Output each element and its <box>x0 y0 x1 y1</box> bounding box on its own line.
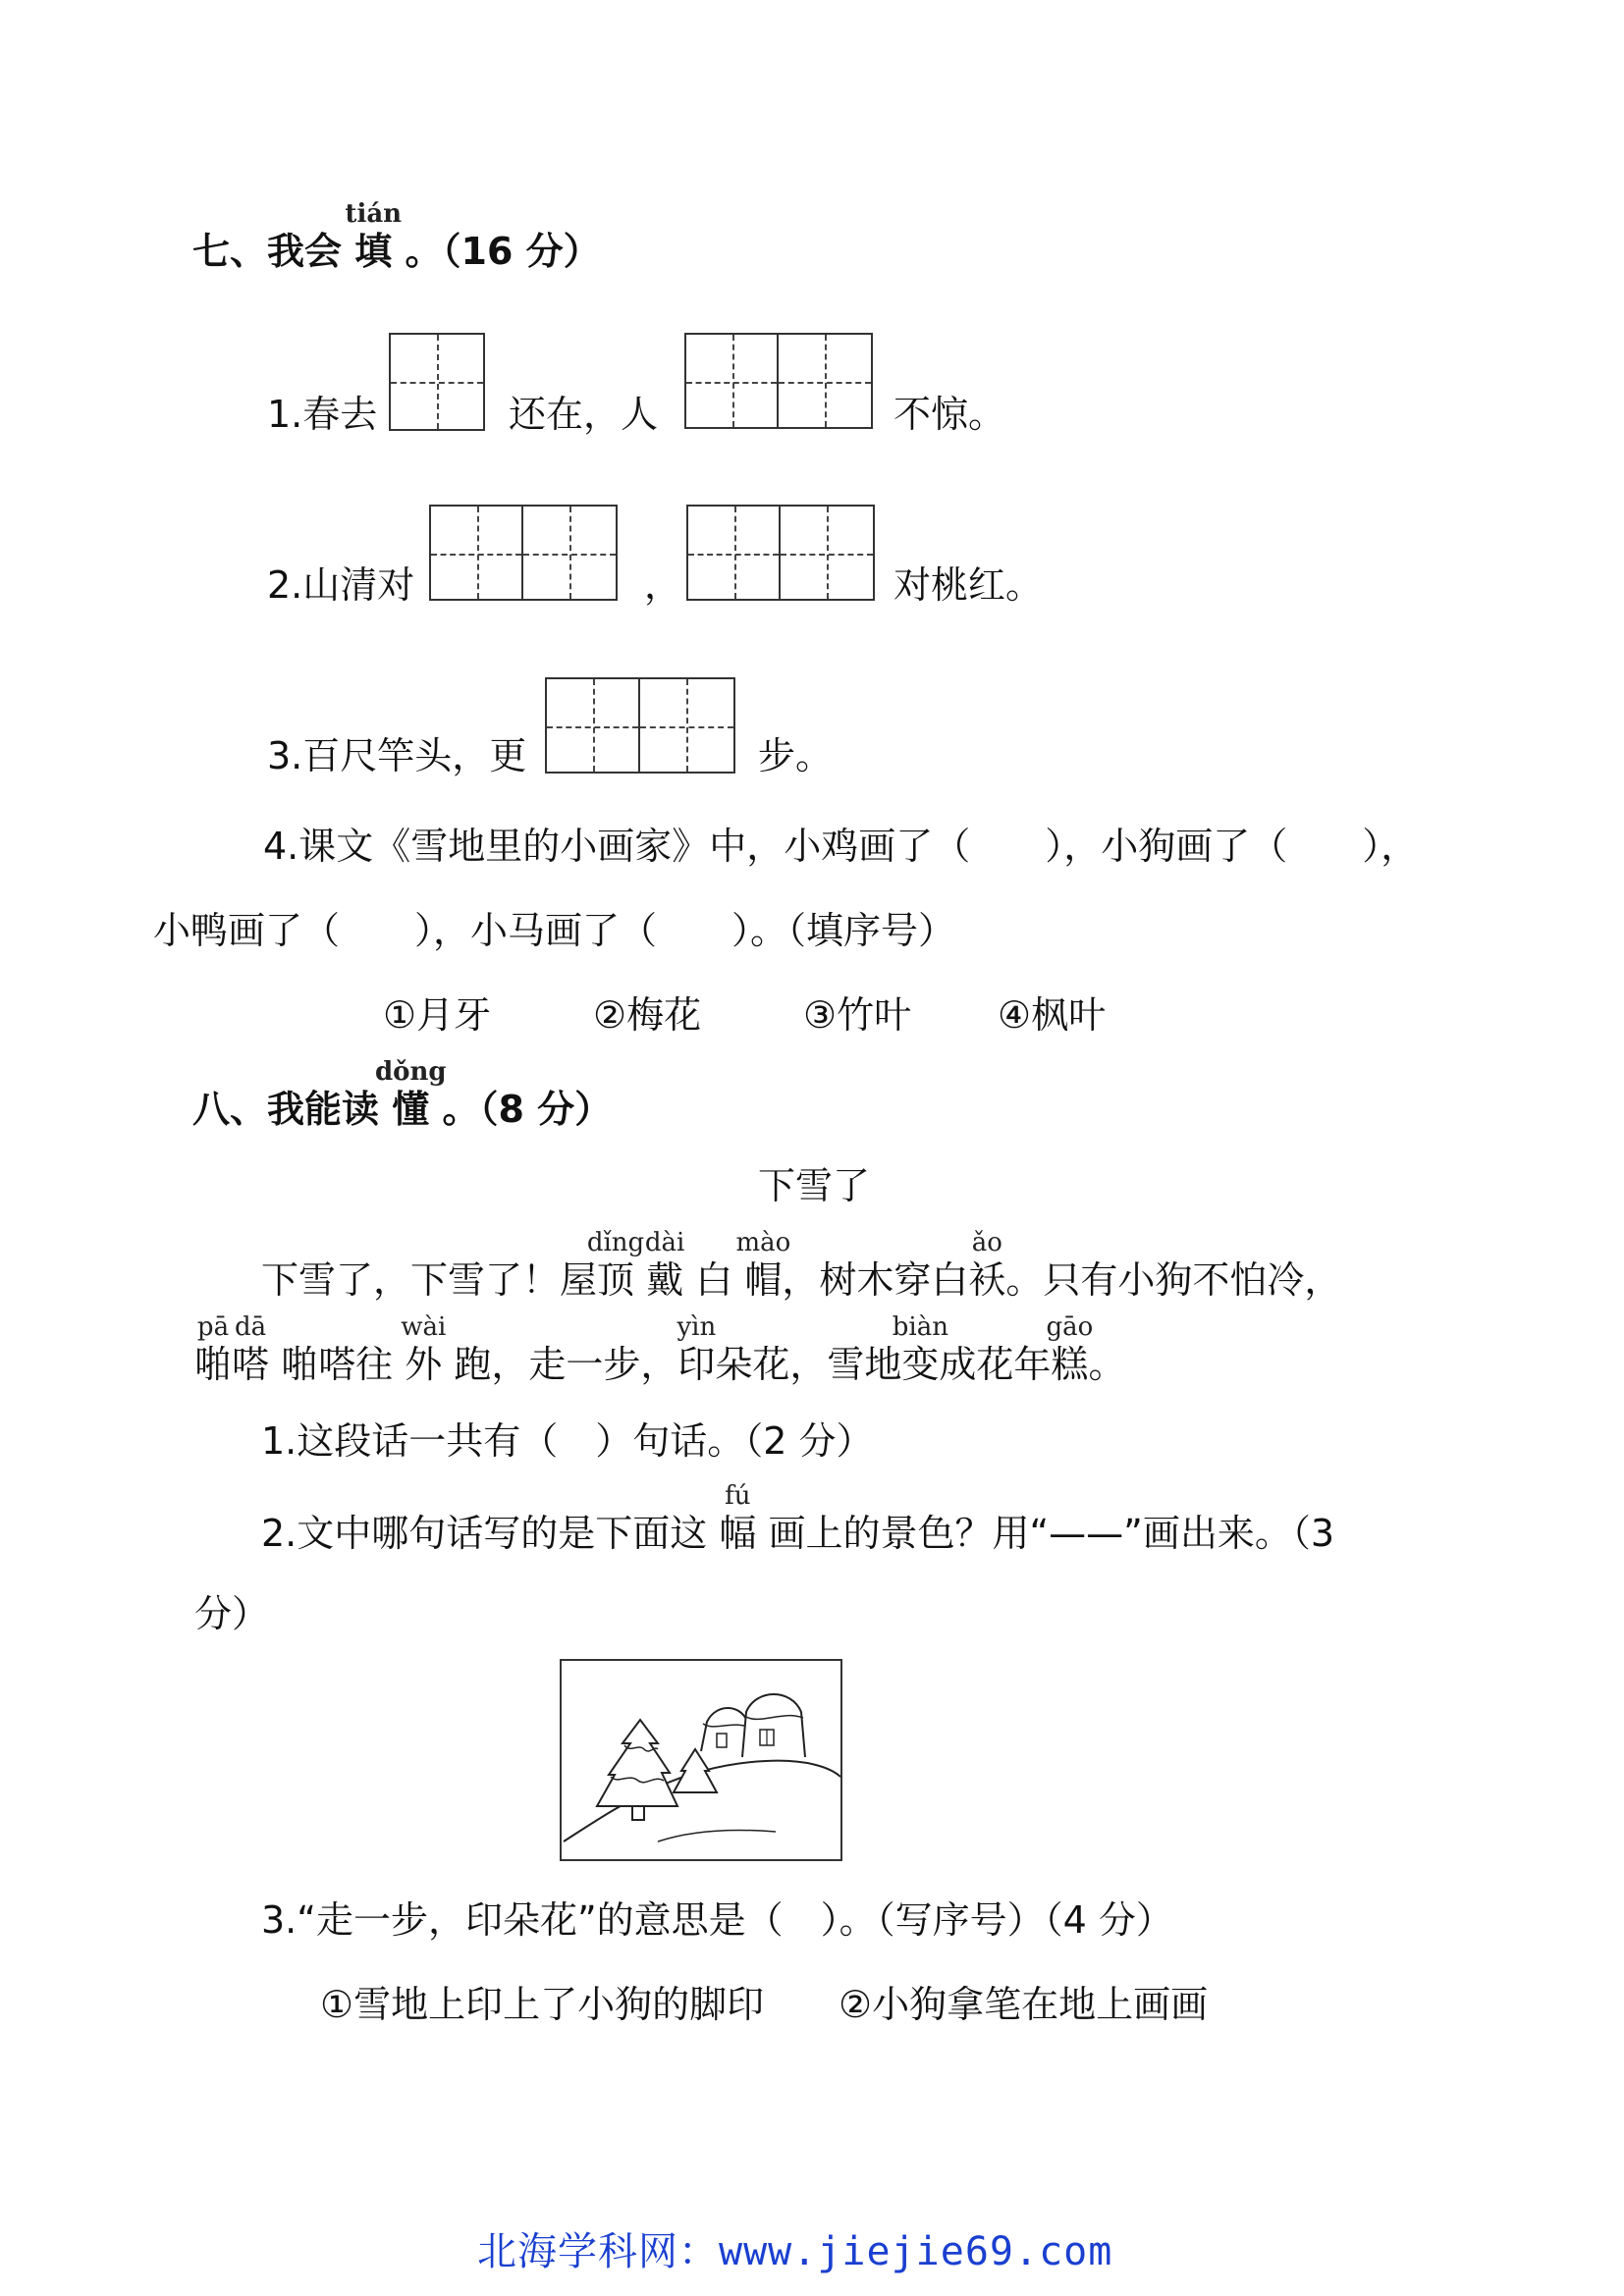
pinyin: dài <box>644 1228 685 1257</box>
question-text: 2.文中哪句话写的是下面这 <box>261 1512 708 1555</box>
ruby-char: 顶 <box>597 1258 635 1302</box>
q7-4-option-3: ③竹叶 <box>803 993 912 1037</box>
ruby-char: 啪 <box>194 1343 233 1386</box>
passage-text: 白 <box>695 1258 733 1302</box>
q7-4-option-4: ④枫叶 <box>998 993 1107 1037</box>
ruby-ding <box>586 1228 645 1302</box>
grid-cell <box>688 507 781 599</box>
ruby-pa <box>194 1312 233 1386</box>
passage-text: 。 <box>1088 1343 1126 1386</box>
section8-score: 。（8 分） <box>442 1088 613 1131</box>
section8-title-ruby <box>374 1057 447 1131</box>
q7-4-option-1: ①月牙 <box>383 993 492 1037</box>
q7-4-line1: 4.课文《雪地里的小画家》中，小鸡画了（ ），小狗画了（ ）， <box>263 825 1419 868</box>
ruby-char: 戴 <box>646 1258 684 1302</box>
q8-3-option-1: ①雪地上印上了小狗的脚印 <box>320 1983 765 2026</box>
ruby-ao <box>968 1228 1006 1302</box>
passage-line-2 <box>194 1312 1126 1386</box>
passage-text: 啪嗒往 <box>281 1343 394 1386</box>
q7-2-mid: ， <box>644 563 682 607</box>
section8-title <box>192 1057 613 1131</box>
q8-2-line2: 分） <box>194 1592 270 1635</box>
ruby-char: 变 <box>901 1343 940 1386</box>
ruby-da <box>232 1312 270 1386</box>
ruby-fu <box>719 1481 757 1555</box>
ruby-gao <box>1046 1312 1094 1386</box>
pinyin: biàn <box>892 1312 948 1342</box>
grid-cell <box>686 335 779 427</box>
pinyin: yìn <box>677 1312 717 1342</box>
ruby-char: 外 <box>405 1343 443 1386</box>
q8-2-line1 <box>261 1481 1335 1555</box>
section7-score: 。（16 分） <box>405 230 601 273</box>
q7-1-pre: 1.春去 <box>267 393 378 436</box>
pinyin: tián <box>345 199 403 229</box>
ruby-char: 幅 <box>719 1512 757 1555</box>
passage-text: 成花年 <box>939 1343 1052 1386</box>
tianzi-grid[interactable] <box>389 333 485 431</box>
pinyin: dǐng <box>586 1228 645 1257</box>
tianzi-grid[interactable] <box>686 505 875 601</box>
pinyin: wài <box>401 1312 447 1342</box>
q7-2-post: 对桃红。 <box>893 563 1044 607</box>
q8-3: 3.“走一步，印朵花”的意思是（ ）。（写序号）（4 分） <box>261 1898 1173 1942</box>
grid-cell <box>523 507 616 599</box>
passage-text: 跑，走一步， <box>454 1343 678 1386</box>
ruby-mao <box>735 1228 791 1302</box>
tianzi-grid[interactable] <box>684 333 873 429</box>
q8-1: 1.这段话一共有（ ）句话。（2 分） <box>261 1419 874 1463</box>
ruby-char: 懂 <box>392 1088 430 1131</box>
ruby-wai <box>401 1312 447 1386</box>
q7-1-mid: 还在，人 <box>509 393 659 436</box>
snow-scene-illustration <box>560 1659 842 1861</box>
pinyin: gāo <box>1046 1312 1094 1342</box>
passage-text: 。只有小狗不怕冷， <box>1005 1258 1342 1302</box>
section8-title-text: 八、我能读 <box>192 1088 380 1131</box>
pinyin: mào <box>735 1228 791 1257</box>
pinyin: fú <box>725 1481 751 1511</box>
passage-line-1 <box>261 1228 1342 1302</box>
q7-4-line2: 小鸭画了（ ），小马画了（ ）。（填序号） <box>153 909 956 952</box>
ruby-dai <box>644 1228 685 1302</box>
ruby-char: 帽 <box>744 1258 783 1302</box>
ruby-char: 印 <box>677 1343 716 1386</box>
pinyin: dā <box>234 1312 267 1342</box>
section7-title <box>192 199 601 273</box>
grid-cell <box>391 335 483 429</box>
grid-cell <box>640 679 733 772</box>
section7-title-ruby <box>345 199 403 273</box>
question-text: 画上的景色？用“——”画出来。（3 <box>768 1512 1335 1555</box>
pinyin: pā <box>196 1312 230 1342</box>
pinyin: dǒng <box>374 1057 447 1087</box>
footer-watermark <box>477 2220 1112 2276</box>
q8-3-option-2: ②小狗拿笔在地上画画 <box>839 1983 1209 2026</box>
q7-2-pre: 2.山清对 <box>267 563 415 607</box>
q7-1-post: 不惊。 <box>893 393 1006 436</box>
grid-cell <box>547 679 640 772</box>
footer-label: 北海学科网： <box>477 2229 719 2274</box>
passage-text: 朵花，雪地 <box>715 1343 902 1386</box>
ruby-char: 糕 <box>1051 1343 1089 1386</box>
ruby-char: 填 <box>354 230 393 273</box>
pinyin: ǎo <box>971 1228 1002 1257</box>
grid-cell <box>431 507 523 599</box>
passage-title: 下雪了 <box>758 1164 871 1207</box>
ruby-char: 嗒 <box>232 1343 270 1386</box>
q7-3-post: 步。 <box>758 734 834 777</box>
ruby-bian <box>892 1312 948 1386</box>
passage-text: 下雪了，下雪了！屋 <box>261 1258 598 1302</box>
ruby-yin <box>677 1312 717 1386</box>
passage-text: ，树木穿白 <box>782 1258 969 1302</box>
ruby-char: 袄 <box>968 1258 1006 1302</box>
grid-cell <box>781 507 873 599</box>
tianzi-grid[interactable] <box>545 677 735 774</box>
footer-url[interactable]: www.jiejie69.com <box>719 2229 1113 2274</box>
q7-3-pre: 3.百尺竿头，更 <box>267 734 527 777</box>
section7-title-text: 七、我会 <box>192 230 343 273</box>
tianzi-grid[interactable] <box>429 505 618 601</box>
grid-cell <box>779 335 871 427</box>
q7-4-option-2: ②梅花 <box>593 993 702 1037</box>
